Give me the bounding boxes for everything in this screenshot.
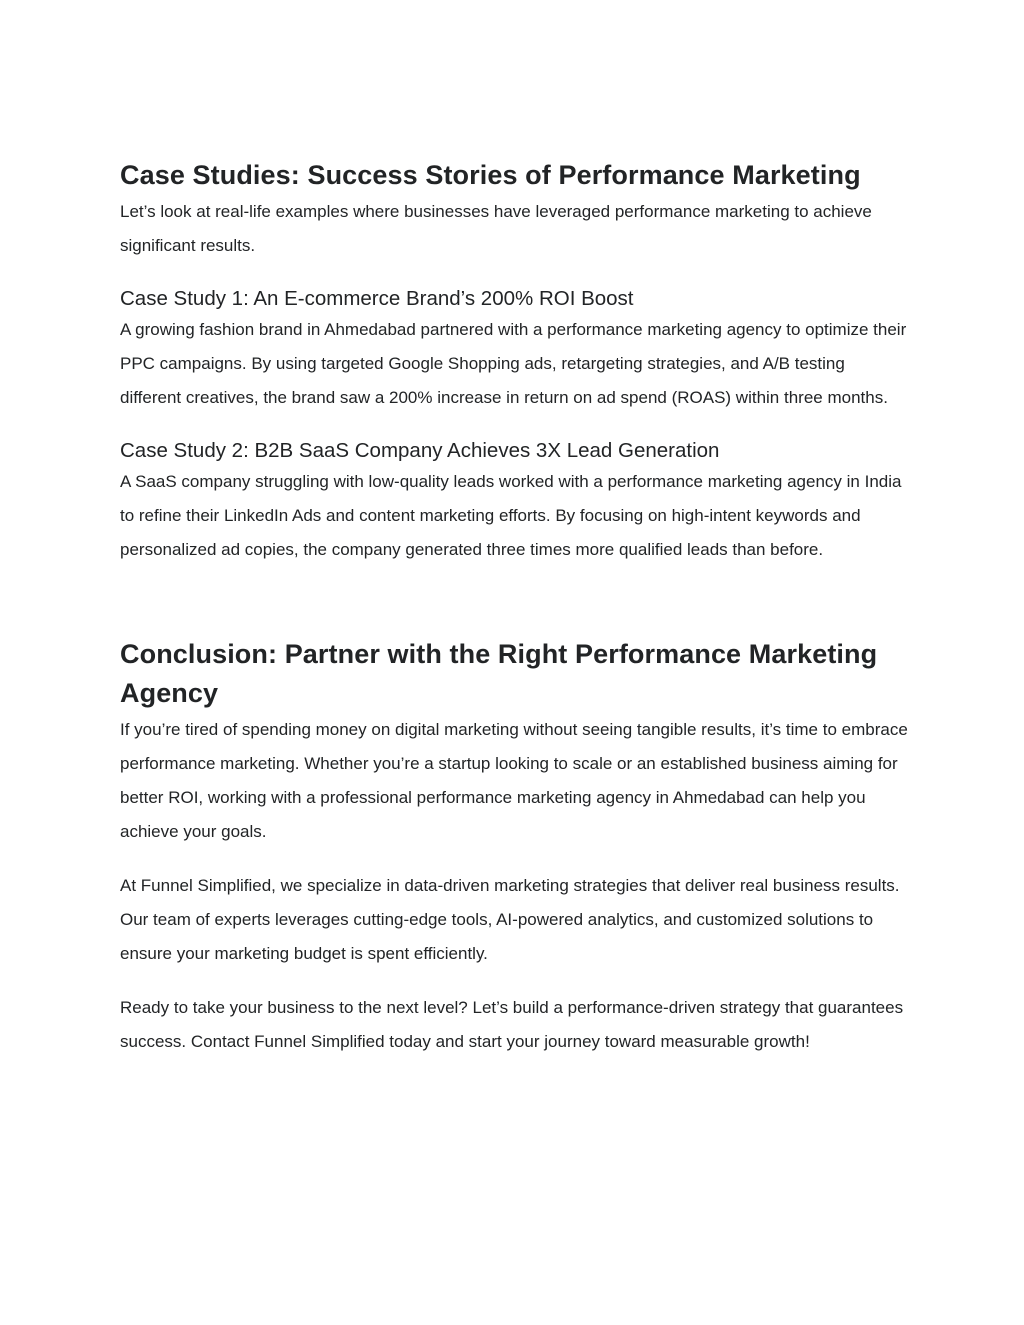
case-studies-heading: Case Studies: Success Stories of Performance Marketing — [120, 160, 861, 190]
conclusion-paragraph-1: If you’re tired of spending money on digital marketing without seeing tangible results, it’s time to embrace performance marketing. Whether you’re a startup looking to scale or an established business aiming for better ROI, working with a professional performance marketing agency in Ahmedabad can help you achieve your goals. — [120, 720, 908, 841]
case-study-1 — [120, 285, 910, 415]
case-study-2 — [120, 437, 910, 567]
case-study-2-heading: Case Study 2: B2B SaaS Company Achieves 3X Lead Generation — [120, 439, 720, 462]
case-studies-section — [120, 156, 910, 567]
conclusion-paragraph-3: Ready to take your business to the next level? Let’s build a performance-driven strategy that guarantees success. Contact Funnel Simplified today and start your journey toward measurable growth! — [120, 998, 904, 1051]
case-study-1-body: A growing fashion brand in Ahmedabad partnered with a performance marketing agency to optimize their PPC campaigns. By using targeted Google Shopping ads, retargeting strategies, and A/B testing different creatives, the brand saw a 200% increase in return on ad spend (ROAS) within three months. — [120, 320, 907, 407]
conclusion-paragraph-2: At Funnel Simplified, we specialize in data-driven marketing strategies that deliver real business results. Our team of experts leverages cutting-edge tools, AI-powered analytics, and customized solutions to ensure your marketing budget is spent efficiently. — [120, 876, 900, 963]
document-page — [120, 156, 910, 1059]
conclusion-heading: Conclusion: Partner with the Right Performance Marketing Agency — [120, 639, 878, 708]
case-study-2-body: A SaaS company struggling with low-quality leads worked with a performance marketing agency in India to refine their LinkedIn Ads and content marketing efforts. By focusing on high-intent keywords and personalized ad copies, the company generated three times more qualified leads than before. — [120, 472, 902, 559]
conclusion-section — [120, 635, 910, 1059]
case-study-1-heading: Case Study 1: An E-commerce Brand’s 200% ROI Boost — [120, 287, 634, 310]
case-studies-intro: Let’s look at real-life examples where businesses have leveraged performance marketing to achieve significant results. — [120, 202, 872, 255]
